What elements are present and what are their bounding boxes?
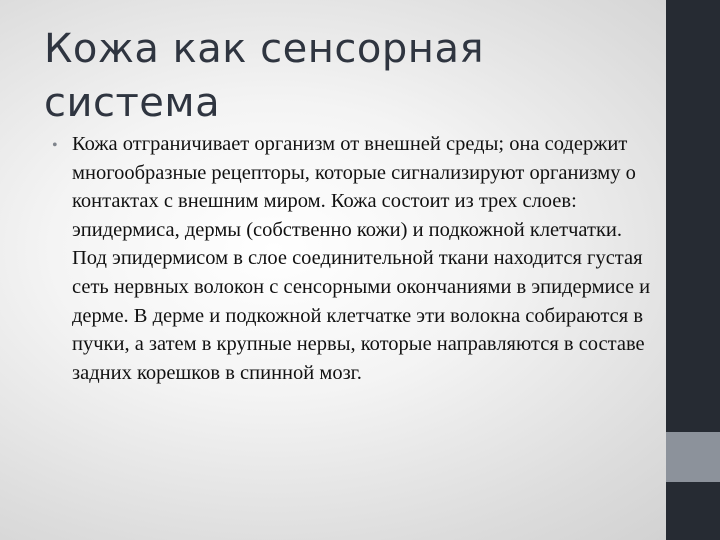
bullet-item [52,130,652,387]
sidebar-accent-block [666,432,720,482]
slide-title: Кожа как сенсорная система [44,26,485,126]
bullet-text: Кожа отграничивает организм от внешней среды; она содержит многообразные рецепторы, которые сигнализируют организму о контактах с внешним миром. Кожа состоит из трех слоев: эпидермиса, дермы (собственно кожи) и подкожной клетчатки. Под эпидермисом в слое соединительной ткани находится густая сеть нервных волокон с сенсорными окончаниями в эпидермисе и дерме. В дерме и подкожной клетчатке эти волокна собираются в пучки, а затем в крупные нервы, которые направляются в составе задних корешков в спинной мозг. [72,133,651,384]
slide-content [52,130,652,387]
bullet-icon: • [52,137,58,154]
